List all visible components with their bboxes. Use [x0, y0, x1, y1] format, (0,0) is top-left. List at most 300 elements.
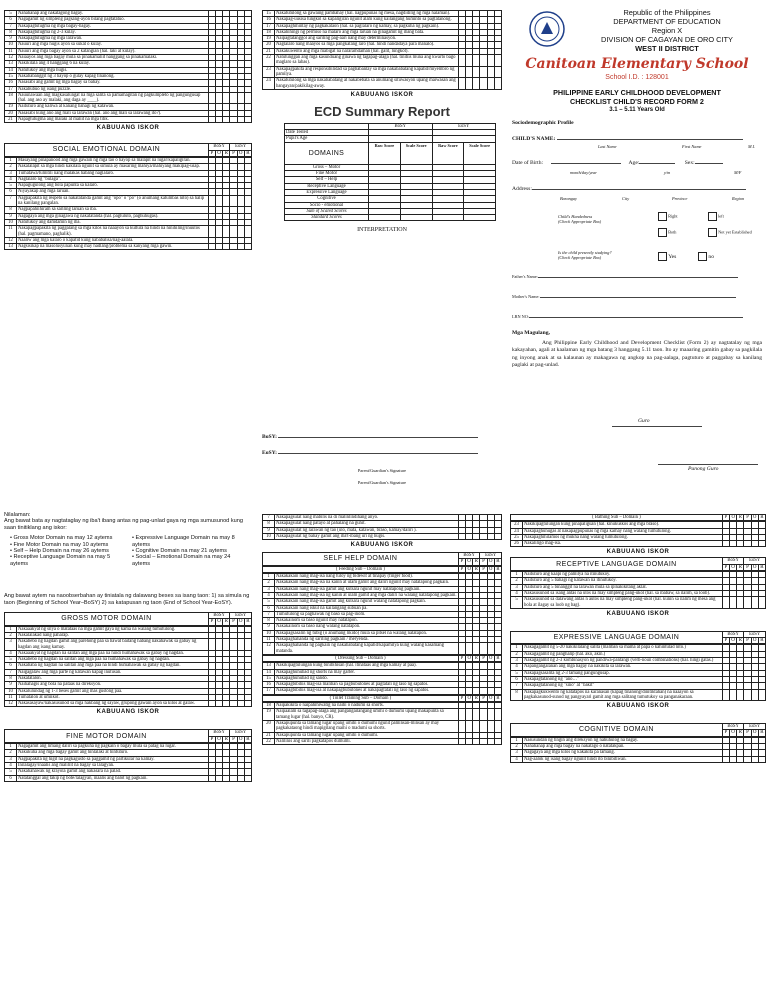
score-cell[interactable] — [494, 738, 501, 744]
checklist-row — [263, 709, 502, 721]
item-text: Nakatutulong sa mga nakababatang at nakabebata sa anumang situwasyon upang maiwasan ang bangayan/pakikilag-away. — [275, 78, 459, 90]
kabuuang-iskor-gross: KABUUANG ISKOR — [96, 709, 160, 716]
item-text: Naituturo ang 5 binanggit na larawan mula sa ipinakikitang aklat. — [523, 584, 723, 590]
item-number: 6 — [5, 189, 17, 195]
item-text: Nakasusunod sa dalawang antas n autos na may simpleng pang-ukol (hal. kunin sa ilalim ng mesa ang bola at ilagay sa loob ng bag). — [523, 597, 723, 609]
item-number: 10 — [263, 630, 275, 636]
item-text: Nakalalapit sa mga hindi kakilala ngunit sa simula ay masaring mahiya/mahiyang makipag-usap. — [17, 164, 209, 170]
item-number: 7 — [5, 669, 17, 675]
item-text: Nagsisikap na masolusyunan kung may hadlang/problema sa kanyang mga gawin. — [17, 244, 209, 250]
score-cell[interactable] — [244, 117, 251, 123]
item-number: 3 — [511, 750, 523, 756]
score-cell[interactable] — [480, 738, 487, 744]
item-number: 17 — [263, 23, 275, 29]
item-number: 1 — [5, 157, 17, 163]
score-cell[interactable] — [480, 78, 487, 90]
score-cell[interactable] — [751, 689, 758, 701]
item-text: Nakapagtatanong ng "sino" at "bakit" — [523, 683, 723, 689]
score-cell[interactable] — [480, 688, 487, 694]
item-text: Nakapaghihintay ng pagkakataon (hal. sa paglalaro ng kamay, sa pagkuha ng pagkain). — [275, 23, 459, 29]
score-cell[interactable] — [494, 709, 501, 721]
score-cell[interactable] — [473, 55, 480, 67]
item-number: 1 — [511, 645, 523, 651]
kabuuang-iskor-receptive: KABUUANG ISKOR — [606, 610, 670, 617]
item-number: 15 — [263, 11, 275, 17]
score-cell[interactable] — [473, 78, 480, 90]
score-cell[interactable] — [722, 597, 729, 609]
item-number: 9 — [5, 213, 17, 219]
item-text: Naiaayos ang mga bagay mula sa pinakamaliit hanggang sa pinakamalaki. — [17, 55, 209, 61]
checklist-row — [263, 78, 502, 90]
item-text: Nakahahawak ng krayola gamit ang nakasara na palad. — [17, 769, 209, 775]
item-text: Naituturo ang 5 bahagi ng katawan na itinutukoy. — [523, 578, 723, 584]
item-number: 23 — [511, 522, 523, 528]
item-text: Nakakakain nang mag-isa nang tuloy ng bidewit at tinapay (finger food). — [275, 574, 459, 580]
social-emotional-list-top — [262, 10, 502, 90]
score-cell[interactable] — [458, 533, 465, 539]
score-cell[interactable] — [751, 597, 758, 609]
item-text: Nakakakain nang mag-isa ng kanin at ulam gamit ang mga daliri na walang natatapong pagkain. — [276, 592, 457, 598]
item-number: 6 — [511, 676, 523, 682]
score-cell[interactable] — [230, 195, 237, 207]
score-cell[interactable] — [758, 541, 765, 547]
item-number: 20 — [5, 110, 17, 116]
sub-domain-title: ( Dressing Sub – Domain ) — [263, 655, 459, 661]
item-number: 1 — [511, 572, 523, 578]
score-cell[interactable] — [216, 117, 223, 123]
item-number: 7 — [511, 683, 523, 689]
item-number: 12 — [5, 237, 17, 243]
score-cell[interactable] — [480, 55, 487, 67]
score-cell[interactable] — [487, 643, 494, 655]
item-text: Nakakainom sa baso nang walang natatapon. — [275, 624, 459, 630]
studying-yes-checkbox[interactable] — [658, 252, 667, 261]
sub-domain-title: ( Toilet Training Sub – Domain ) — [263, 695, 459, 701]
item-text: Nagpapakita ng respeto sa nakatatanda gamit ang "opo" o "po" (o anumang katumbas nito) sa halip na kanilang pangalan. — [17, 195, 209, 207]
checklist-row — [5, 92, 252, 104]
item-text: Tumutulong sa paghawak ng baso sa pag-inom. — [275, 611, 459, 617]
score-cell[interactable] — [244, 92, 251, 104]
item-text: Nasasabi kung ano ang mali sa larawan (hal. ano ang mali sa larawang ito?). — [17, 110, 209, 116]
social-emotional-table: SOCIAL EMOTIONAL DOMAIN BoSY EoSY P O R P O R — [4, 143, 252, 157]
score-cell[interactable] — [487, 66, 494, 78]
score-cell[interactable] — [244, 775, 251, 781]
cognitive-list-top — [4, 10, 252, 123]
item-text: Nakahihingi ng permiso na malaro ang mga laruan na ginagamit ng ibang bata. — [275, 29, 459, 35]
item-text: Nakasasayaw/nakasusunod sa mga hakbang ng sayaw, grupong gawain ayon sa kilos at galaw. — [17, 701, 209, 707]
score-cell[interactable] — [244, 701, 251, 707]
item-number: 8 — [511, 689, 523, 701]
item-number: 8 — [263, 618, 275, 624]
item-text: Nakapaghihilamos ng mukha nang walang tumutulong. — [523, 534, 723, 540]
score-cell[interactable] — [758, 597, 765, 609]
item-number: 13 — [263, 663, 275, 669]
score-cell[interactable] — [244, 244, 251, 250]
item-number: 14 — [263, 669, 275, 675]
score-cell[interactable] — [487, 533, 494, 539]
score-cell[interactable] — [466, 78, 473, 90]
cognitive-title: COGNITIVE DOMAIN — [511, 724, 723, 737]
item-number: 2 — [5, 750, 17, 756]
score-cell[interactable] — [751, 541, 758, 547]
item-number: 4 — [263, 592, 275, 598]
item-text: Nakaaakyat ng silya o matataas na mga gamit gaya ng kama na walang tumutulong. — [17, 626, 209, 632]
score-cell[interactable] — [480, 643, 487, 655]
studying-no-checkbox[interactable] — [698, 252, 707, 261]
item-number: 22 — [263, 738, 275, 744]
item-text: Nakababa ng hagdan na salitan ang mga paa na hindi humahawak sa gabay ng hagdan. — [17, 663, 209, 669]
score-cell[interactable] — [237, 775, 244, 781]
expressive-language-header: EXPRESSIVE LANGUAGE DOMAIN BoSY EoSY P O R P O R — [510, 631, 766, 645]
not-established-checkbox[interactable] — [708, 228, 717, 237]
score-cell[interactable] — [758, 756, 765, 762]
score-cell[interactable] — [737, 541, 744, 547]
item-text: Nakikilala ang 4 hanggang 6 na kulay. — [17, 61, 209, 67]
checklist-row — [5, 195, 252, 207]
score-cell[interactable] — [230, 701, 237, 707]
score-cell[interactable] — [230, 92, 237, 104]
social-emotional-title: SOCIAL EMOTIONAL DOMAIN — [5, 144, 209, 157]
score-cell[interactable] — [730, 689, 737, 701]
score-cell[interactable] — [216, 244, 223, 250]
score-cell[interactable] — [208, 92, 215, 104]
item-number: 1 — [511, 737, 523, 743]
score-cell[interactable] — [458, 55, 465, 67]
item-number: 17 — [263, 688, 275, 694]
score-cell[interactable] — [744, 756, 751, 762]
score-cell[interactable] — [466, 738, 473, 744]
score-cell[interactable] — [487, 720, 494, 732]
item-number: 21 — [263, 732, 275, 738]
score-cell[interactable] — [458, 66, 465, 78]
checklist-row — [263, 66, 502, 78]
score-cell[interactable] — [230, 244, 237, 250]
summary-domain-row: Socio - emotional — [285, 202, 496, 208]
item-number: 16 — [5, 80, 17, 86]
score-cell[interactable] — [216, 226, 223, 238]
checklist-row — [263, 720, 502, 732]
item-number: 2 — [263, 580, 275, 586]
item-text: Nakakakain nang mag-isa gamit ang kutsara ngunit may natatapong pagkain. — [275, 586, 459, 592]
score-cell[interactable] — [466, 643, 473, 655]
item-number: 3 — [263, 586, 275, 592]
score-cell[interactable] — [237, 226, 244, 238]
kabuuang-iskor-1: KABUUANG ISKOR — [96, 125, 160, 132]
item-text: Naglalaro nang maayos sa mga pangkatang laro (hal. hindi nandadaya para manalo). — [275, 42, 459, 48]
item-number: 15 — [5, 73, 17, 79]
score-cell[interactable] — [458, 709, 465, 721]
panel-top-middle: 15 Nakatutulong sa gawaing pambahay (hal. nagpupunas ng mesa, nagdidilig ng mga halaman). 16 Nakapag-uusisa tungkol sa kapaligiran ngunit alam kung kailangang huminto sa pagtatanong. 17 Nakapaghihintay ng pagkakataon (hal. sa paglalaro ng kamay, sa pagkuha ng pagkain). 18 Nakahihingi ng permiso na malaro ang mga laruan na ginagamit ng ibang bata. 19 Naipagtatanggol ang sariling pag-aari nang may determinasyon. 20 Naglalaro nang maayos sa mga pangkatang laro (hal. hindi nandadaya para manalo). 21 Nakakuwento ang mga mabigat na nararamdaman (hal. galit, lungkot). 22 Natutunggan ang mga kasunduang ginawa ng tagapag-alaga (hal. tinitiis muna ang kwarto bago maglaro sa labas). 23 Nakapagpakita ang responsibilidad sa pagbabantay sa mga nakababatang kapatid/miyembro ng pamilya. 24 Nakatutulong sa mga nakababatang at nakabebata sa anumang situwasyon upang maiwasan ang bangayan/pakikilag-away. KABUUANG ISKOR ECD Summary Report BoSY EoSY Date Tested Pupil's Age DOMAINS Raw Score Scale Score Raw Score Scale Score Gross – Motor Fine Motor Self – Help Receptive Language Expressive Language Cognitive Socio - emotional Sum of Scaled Scores Standard Scores INTERPRETATION BoSY: Parent/Guardian's Signature EoSY: Parent/Guardian's Signature — [262, 10, 502, 490]
gross-motor-items — [4, 626, 252, 708]
score-cell[interactable] — [237, 92, 244, 104]
item-text: Nagagaya ang mga ginagawa ng nakatatanda (hal. pagluluto, paghuhugas). — [17, 213, 209, 219]
item-text: Nahahanap ang mga bagay na nakatago o natatakpan. — [523, 744, 723, 750]
score-cell[interactable] — [216, 195, 223, 207]
item-text: Naglalaro ng "bulaga". — [17, 176, 209, 182]
score-cell[interactable] — [458, 738, 465, 744]
item-number: 4 — [511, 664, 523, 670]
score-cell[interactable] — [244, 639, 251, 651]
item-number: 5 — [5, 657, 17, 663]
item-text: Nakakakain nang mag-isa na kanin at ulam gamit ang daliri ngunit may natatapong pagkain. — [275, 580, 459, 586]
item-text: Nakabubuo ng isang puzzle. — [17, 86, 209, 92]
score-cell[interactable] — [244, 226, 251, 238]
score-cell[interactable] — [230, 775, 237, 781]
item-text: Nagagamit ng simpleng pagsang-ayon bilang pagtatatuo. — [17, 17, 209, 23]
item-text: Nagagaya ang mga kilos ng kakakita pa lamang. — [523, 750, 723, 756]
item-number: 6 — [5, 775, 17, 781]
score-cell[interactable] — [473, 720, 480, 732]
item-number: 12 — [263, 643, 275, 655]
item-number: 7 — [263, 515, 275, 521]
receptive-language-title: RECEPTIVE LANGUAGE DOMAIN — [511, 558, 723, 571]
receptive-language-header: RECEPTIVE LANGUAGE DOMAIN BoSY EoSY P O R P O R — [510, 557, 766, 571]
deped-seal-icon — [528, 10, 566, 48]
score-cell[interactable] — [230, 226, 237, 238]
score-cell[interactable] — [458, 720, 465, 732]
item-number: 2 — [511, 744, 523, 750]
score-cell[interactable] — [223, 117, 230, 123]
score-cell[interactable] — [473, 738, 480, 744]
item-number: 11 — [263, 637, 275, 643]
item-text: Nagpapahiihiram sa sariling laruan sa iba. — [17, 207, 209, 213]
score-cell[interactable] — [737, 689, 744, 701]
score-cell[interactable] — [473, 688, 480, 694]
score-cell[interactable] — [744, 689, 751, 701]
item-text: Nakaaakyat ng hagdan na salitan ang mga paa na hindi humahawak sa gabay ng hagdan. — [17, 650, 209, 656]
score-cell[interactable] — [223, 195, 230, 207]
score-cell[interactable] — [223, 775, 230, 781]
score-cell[interactable] — [487, 55, 494, 67]
item-text: Tumatalon at umiikot. — [17, 694, 209, 700]
item-text: Tumatawa/tumitili nang malakas habang naglalaro. — [17, 170, 209, 176]
item-number: 7 — [263, 611, 275, 617]
item-text: Nakapupunta sa tamang lugar upang umihi o dumumi ngunit paminsan-minsan ay may pagkakataong hindi mapigilang maihi o madumi sa shorts. — [275, 720, 459, 732]
item-number: 2 — [5, 164, 17, 170]
item-text: Nakapagpakita ang responsibilidad sa pagbabantay sa mga nakababatang kapatid/miyembro ng pamilya. — [275, 66, 459, 78]
score-cell[interactable] — [730, 597, 737, 609]
bosy-parent-signature: Parent/Guardian's Signature — [357, 468, 407, 473]
score-cell[interactable] — [473, 66, 480, 78]
item-number: 11 — [5, 694, 17, 700]
item-text: Natutukoy ang damdamin ng iba. — [17, 219, 209, 225]
score-cell[interactable] — [494, 643, 501, 655]
item-number: 5 — [263, 599, 275, 605]
item-number: 1 — [263, 574, 275, 580]
item-text: Naipaalam sa tagapag-alaga ang pangangailangang umihi o dumumi upang makapunta sa tamang lugar (hal. banyo, CR). — [275, 709, 459, 721]
item-number: 16 — [263, 17, 275, 23]
item-number: 9 — [5, 36, 17, 42]
score-cell[interactable] — [466, 66, 473, 78]
score-cell[interactable] — [487, 78, 494, 90]
score-cell[interactable] — [480, 533, 487, 539]
score-cell[interactable] — [466, 720, 473, 732]
score-cell[interactable] — [487, 738, 494, 744]
item-number: 8 — [5, 207, 17, 213]
item-number: 12 — [5, 701, 17, 707]
item-text: Nakababanggit ng 3 hayop o gulay kapag tinanong. — [17, 73, 209, 79]
item-number: 3 — [5, 170, 17, 176]
summary-domain-row: Fine Motor — [285, 171, 496, 177]
score-cell[interactable] — [230, 639, 237, 651]
item-number: 24 — [511, 528, 523, 534]
item-number: 4 — [5, 762, 17, 768]
score-cell[interactable] — [208, 701, 215, 707]
checklist-row — [263, 55, 502, 67]
score-cell[interactable] — [237, 639, 244, 651]
score-cell[interactable] — [458, 78, 465, 90]
score-cell[interactable] — [744, 541, 751, 547]
score-cell[interactable] — [216, 92, 223, 104]
checklist-row — [5, 639, 252, 651]
score-cell[interactable] — [480, 66, 487, 78]
score-cell[interactable] — [466, 55, 473, 67]
item-text: Nasusundan ng tingin ang direksyon ng nahuhulog na bagay. — [523, 737, 723, 743]
score-cell[interactable] — [494, 720, 501, 732]
item-number: 19 — [5, 104, 17, 110]
item-number: 4 — [511, 590, 523, 596]
item-number: 21 — [5, 117, 17, 123]
item-text: Niyayakap ang mga laruan. — [17, 189, 209, 195]
item-text: Napagtutugma ang malaki at maliit na mga titik. — [17, 117, 209, 123]
score-cell[interactable] — [208, 226, 215, 238]
panel-bottom-right: ( Bathing Sub – Domain ) P O R P O R 23 Nakikipagtulungan kung pinapaliguan (hal. kinukuskos ang mga braso). 24 Nakapaghuhugas at nakapagpupunas ng mga kamay nang walang tumutulong. 25 Nakapaghihilamos ng mukha nang walang tumutulong. 26 Nakaliligo mag-isa. KABUUANG ISKOR RECEPTIVE LANGUAGE DOMAIN BoSY EoSY P O R P O R 1 Naituturo ang kaapi ng pamilya na itinutukoy. 2 Naituturo ang 5 bahagi ng katawan na itinutukoy. 3 Naituturo ang 5 binanggit na larawan mula sa ipinakikitang aklat. 4 Nakasusunod sa isang antas na utos na may simpleng pang-ukol (hal. sa ibabaw, sa ilalim, sa loob). 5 Nakasusunod sa dalawang antas n autos na may simpleng pang-ukol (hal. kunin sa ilalim ng mesa ang bola at ilagay sa loob ng bag). KABUUANG ISKOR EXPRESSIVE LANGUAGE DOMAIN BoSY EoSY P O R P O R 1 Nakagagamit ng 5-20 nakikilalang salita (maliban sa mama at papa o kahintulad nito.) 2 Nakagagamit ng panghalip (hal. ako, akin.) 3 Nakagagamit ng 2-3 kombinasyon ng pandiwa-pantangi (verb-noun combinations) (hal. hingi gatas.) 4 Napangangalanan ang mga bagay na nakikita sa larawan. 5 Nakapagsasalita ng 2-3 tamang pangungusap. 6 Nakapagtatanong ng "ano…" 7 Nakapagtatanong ng "sino" at "bakit" 8 Nakapagkukwento ng katatapos na karanasan (kapag tinanong/dinitiktahan) na naaayon sa pagkakasunod-sunod ng pangyayari gamit ang mga salitang tumutukoy sa panganakaraan. KABUUANG ISKOR COGNITIVE DOMAIN BoSY EoSY P O R P O R 1 Nasusundan ng tingin ang direksyon ng nahuhulog na bagay. 2 Nahahanap ang mga bagay na nakatago o natatakpan. 3 Nagagaya ang mga kilos ng kakakita pa lamang. 4 Nag-aalok ng isang bagay ngunit hindi ito binibitiwan. — [510, 514, 766, 1006]
item-number: 15 — [263, 675, 275, 681]
left-handed-checkbox[interactable] — [708, 212, 717, 221]
score-cell[interactable] — [230, 117, 237, 123]
item-number: 10 — [5, 219, 17, 225]
item-text: Nakakakain nang iskul na kailangang subuan pa. — [275, 605, 459, 611]
score-cell[interactable] — [487, 709, 494, 721]
self-help-title: SELF HELP DOMAIN — [263, 553, 459, 566]
checklist-row — [5, 775, 252, 781]
both-hands-checkbox[interactable] — [658, 228, 667, 237]
item-number: 10 — [263, 533, 275, 539]
score-cell[interactable] — [237, 195, 244, 207]
item-number: 11 — [5, 48, 17, 54]
score-cell[interactable] — [208, 775, 215, 781]
score-cell[interactable] — [466, 709, 473, 721]
score-cell[interactable] — [494, 55, 501, 67]
score-cell[interactable] — [466, 688, 473, 694]
item-text: Nakalalakad nang paharap. — [17, 632, 209, 638]
score-cell[interactable] — [473, 643, 480, 655]
checklist-row — [263, 738, 502, 744]
item-number: 9 — [263, 527, 275, 533]
item-text: Nakabebo ng hagdan na salitan ang mga paa na humahawak sa gabay ng hagdan. — [17, 657, 209, 663]
item-text: Nauuri ang mga bagay ayon sa 2 katangian (hal. laki at kulay). — [17, 48, 209, 54]
score-cell[interactable] — [223, 639, 230, 651]
item-number: 3 — [5, 639, 17, 651]
score-cell[interactable] — [208, 195, 215, 207]
item-text: Naigagalaw ang mga parte ng katawan kapag inutusan. — [17, 669, 209, 675]
score-cell[interactable] — [244, 195, 251, 207]
item-text: Natatanggal ang takip ng bote/lalagyan, inaalis ang balot ng pagkain. — [17, 775, 209, 781]
score-cell[interactable] — [208, 244, 215, 250]
score-cell[interactable] — [208, 639, 215, 651]
item-text: Masayang pinapanood ang mga gawain ng mga tao o hayop sa malapit na lugar/kapaligiran. — [17, 157, 209, 163]
checklist-row — [511, 597, 766, 609]
item-number: 13 — [5, 244, 17, 250]
score-cell[interactable] — [216, 639, 223, 651]
score-cell[interactable] — [458, 643, 465, 655]
score-cell[interactable] — [480, 720, 487, 732]
right-handed-checkbox[interactable] — [658, 212, 667, 221]
item-number: 13 — [5, 61, 17, 67]
score-cell[interactable] — [223, 701, 230, 707]
item-number: 5 — [511, 670, 523, 676]
score-cell[interactable] — [487, 688, 494, 694]
score-cell[interactable] — [216, 701, 223, 707]
score-cell[interactable] — [758, 689, 765, 701]
score-cell[interactable] — [751, 756, 758, 762]
item-text: Nagpapakita ng higit na pagkagusto sa paggamit ng partikular na kamay. — [17, 756, 209, 762]
score-cell[interactable] — [223, 92, 230, 104]
score-cell[interactable] — [458, 688, 465, 694]
summary-domain-row: Self – Help — [285, 177, 496, 183]
score-cell[interactable] — [473, 709, 480, 721]
item-number: 14 — [5, 67, 17, 73]
item-text: Nalilinis ang sarili pagkatapos dumumi. — [275, 738, 459, 744]
score-cell[interactable] — [737, 597, 744, 609]
item-number: 4 — [5, 650, 17, 656]
score-cell[interactable] — [237, 701, 244, 707]
fine-motor-continued — [262, 514, 502, 540]
score-cell[interactable] — [494, 688, 501, 694]
item-text: Nakapaghahanda ng pagkain ng nakababatang kapatid/kapamilya kung walang kasamang matanda. — [275, 643, 459, 655]
score-cell[interactable] — [473, 533, 480, 539]
panel-bottom-left: Nilalaman: Ang bawat bata ay nagtataglay ng iba't ibang antas ng pag-unlad gaya ng mga sumusunod kung saan tinitiklang ang iskor: • Gross Motor Domain na may 12 aytems • Fine Motor Domain na may 10 aytems • Self – Help Domain na may 26 aytems • Receptive Language Domain na may 5 aytems • Expressive Language Domain na may 8 aytems • Cognitive Domain na may 21 aytems • Social – Emotional Domain na may 24 aytems Ang bawat aytem na naoobserbahan ay tiniatala ng dalawang beses sa isang taon: 1) sa simula ng taon (Beginning of School Year–BoSY) 2) sa katapusan ng taon (End of School Year-EoSY). GROSS MOTOR DOMAIN BoSY EoSY P O R P O R 1 Nakaaakyat ng silya o matataas na mga gamit gaya ng kama na walang tumutulong. 2 Nakalalakad nang paharap. 3 Nakabebo ng hagdan gamit ang parehong paa sa bawat baitang habang nakahawak sa gabay ng hagdan ang isang kamay. 4 Nakaaakyat ng hagdan na salitan ang mga paa na hindi humahawak sa gabay ng hagdan. 5 Nakabebo ng hagdan na salitan ang mga paa na humahawak sa gabay ng hagdan. 6 Nakababa ng hagdan na salitan ang mga paa na hindi humahawak sa gabay ng hagdan. 7 Naigagalaw ang mga parte ng katawan kapag inutusan. 8 Nakatatalon. 9 Naihahagis ang bola na pataas na direksyon. 10 Nakalulundag ng 1-3 beses gamit ang mas gustong paa. 11 Tumatalon at umiikot. 12 Nakasasayaw/nakasusunod sa mga hakbang ng sayaw, grupong gawain ayon sa kilos at galaw. KABUUANG ISKOR FINE MOTOR DOMAIN BoSY EoSY P O R P O R 1 Nagagamit ang limang daliri sa pagkuha ng pagkain o bagay mula sa patag na lugar. 2 Nakukuha ang mga bagay gamit ang hinlalaki at hintuturo. 3 Nagpapakita ng higit na pagkagusto sa paggamit ng partikular na kamay. 4 Inilalagay/inaalis ang maliliit na bagay sa lalagyan. 5 Nakahahawak ng krayola gamit ang nakasara na palad. 6 Natatanggal ang takip ng bote/lalagyan, inaalis ang balot ng pagkain. — [4, 512, 252, 1006]
item-text: Nakapagbibihis mag-isa maliban sa pagbubutones at pagtatali ng laso ng sapatos. — [275, 682, 459, 688]
score-cell[interactable] — [237, 117, 244, 123]
item-text: Nasasabi ang gamit ng mga bagay sa bahay. — [17, 80, 209, 86]
score-cell[interactable] — [237, 244, 244, 250]
score-cell[interactable] — [730, 541, 737, 547]
checklist-row — [5, 117, 252, 123]
score-cell[interactable] — [722, 756, 729, 762]
item-number: 23 — [263, 66, 275, 78]
item-text: Naihahagis ang bola na pataas na direksyon. — [17, 682, 209, 688]
item-text: Nakabebo ng hagdan gamit ang parehong paa sa bawat baitang habang nakahawak sa gabay ng hagdan ang isang kamay. — [17, 639, 209, 651]
panel-top-left — [4, 10, 252, 488]
interpretation-title: INTERPRETATION — [357, 227, 407, 234]
score-cell[interactable] — [480, 709, 487, 721]
item-text: Nakikipagtulungan kung pinapaliguan (hal. kinukuskos ang mga braso). — [523, 522, 723, 528]
cognitive-items — [510, 737, 766, 763]
score-cell[interactable] — [223, 226, 230, 238]
item-number: 17 — [5, 86, 17, 92]
item-number: 10 — [5, 42, 17, 48]
score-cell[interactable] — [730, 756, 737, 762]
score-cell[interactable] — [208, 117, 215, 123]
score-cell[interactable] — [744, 597, 751, 609]
score-cell[interactable] — [722, 541, 729, 547]
item-number: 4 — [5, 176, 17, 182]
score-cell[interactable] — [494, 533, 501, 539]
panel-bottom-middle: 7 Nakapagsulat nang mabilis na di malinlindihang anyo. 8 Nakapagsulat nang patayo at pahalang na guhit. 9 Nakapagsulat ng larawan ng tao (ulo, mata, katawan, braso, kamay/daliri ). 10 Nakapagsulat ng bahay gamit ang iba't-ibang uri ng hugis. KABUUANG ISKOR SELF HELP DOMAIN BoSY EoSY P O R P O R ( Feeding Sub – Domain ) P O R P O R 1 Nakakakain nang mag-isa nang tuloy ng bidewit at tinapay (finger food). 2 Nakakakain nang mag-isa na kanin at ulam gamit ang daliri ngunit may natatapong pagkain. 3 Nakakakain nang mag-isa gamit ang kutsara ngunit may natatapong pagkain. 4 Nakakakain nang mag-isa ng kanin at ulam gamit ang mga daliri na walang natatapong pagkain. 5 Nakakakain nang mag-isa gamit ang kutsara ngunit walang natatapong pagkain. 6 Nakakakain nang iskul na kailangang subuan pa. 7 Tumutulong sa paghawak ng baso sa pag-inom. 8 Nakakainom sa baso ngunit may natatapon. 9 Nakakainom sa baso nang walang natatapon. 10 Nakapagsasalin ng tubig (o anumang likido) mula sa pitsel na walang natatapon. 11 Nakapaghahanda ng sariling pagkain / meryenda. 12 Nakapaghahanda ng pagkain ng nakababatang kapatid/kapamilya kung walang kasamang matanda. ( Dressing Sub – Domain ) P O R P O R 13 Nakikipagtulungan kung binibihisan (hal. itinataas ang mga kamay at paa). 14 Nakapaghuhubad ng shorts na may garter. 15 Nakapaghuhubad ng sando. 16 Nakapagbibihis mag-isa maliban sa pagbubutones at pagtatali ng laso ng sapatos. 17 Nakapagbibihis mag-isa at nakapagbubutones at nakapagtatali ng laso ng sapatos. ( Toilet Training Sub – Domain ) P O R P O R 18 Naipakikita o naipahihiwatig na naihi o nadumi sa shorts. 19 Naipaalam sa tagapag-alaga ang pangangailangang umihi o dumumi upang makapunta sa tamang lugar (hal. banyo, CR). 20 Nakapupunta sa tamang lugar upang umihi o dumumi ngunit paminsan-minsan ay may pagkakataong hindi mapigilang maihi o madumi sa shorts. 21 Nakapupunta sa tamang lugar upang umihi o dumumi. 22 Nalilinis ang sarili pagkatapos dumumi. — [262, 514, 502, 1006]
score-cell[interactable] — [494, 78, 501, 90]
score-cell[interactable] — [494, 66, 501, 78]
score-cell[interactable] — [466, 533, 473, 539]
score-cell[interactable] — [722, 689, 729, 701]
item-number: 6 — [5, 17, 17, 23]
score-cell[interactable] — [223, 244, 230, 250]
item-number: 16 — [263, 682, 275, 688]
item-text: Nakasusunod sa isang antas na utos na may simpleng pang-ukol (hal. sa ibabaw, sa ilalim, sa loob). — [523, 590, 723, 596]
item-text: Nakapagsulat ng larawan ng tao (ulo, mata, katawan, braso, kamay/daliri ). — [275, 527, 459, 533]
score-cell[interactable] — [737, 756, 744, 762]
score-cell[interactable] — [216, 775, 223, 781]
